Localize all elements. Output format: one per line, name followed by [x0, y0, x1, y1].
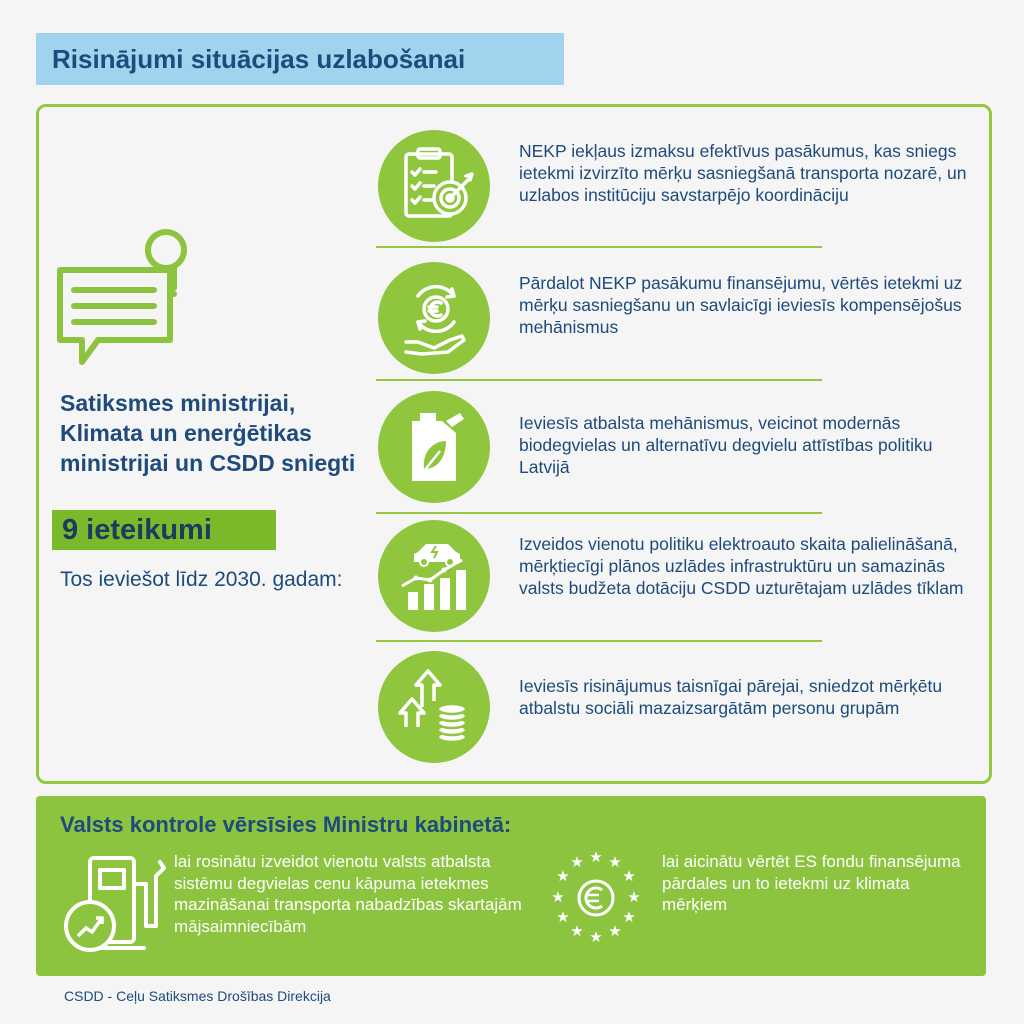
summary-subtext: Tos ieviešot līdz 2030. gadam:: [60, 568, 343, 591]
divider: [376, 379, 822, 381]
recommendation-text-1: NEKP iekļaus izmaksu efektīvus pasākumus, kas sniegs ietekmi izvirzīto mērķu sasniegšanā transporta nozarē, un uzlabos institūciju savstarpējo koordināciju: [519, 141, 967, 205]
svg-text:★: ★: [570, 853, 584, 871]
recommendation-text-2: Pārdalot NEKP pasākumu finansējumu, vērtēs ietekmi uz mērķu sasniegšanu un savlaicīgi ieviesīs kompensējošus mehānismus: [519, 273, 963, 337]
svg-text:★: ★: [608, 922, 622, 940]
svg-text:★: ★: [589, 848, 603, 866]
divider: [376, 640, 822, 642]
title-banner: [36, 33, 564, 85]
recommendation-text-4: Izveidos vienotu politiku elektroauto skaita palielināšanā, mērķtiecīgi plānos uzlādes infrastruktūru un samazinās valsts budžeta dotāciju CSDD uzturētajam uzlādes tīklam: [519, 534, 964, 598]
biofuel-canister-icon: [378, 391, 490, 503]
checklist-target-icon: [378, 130, 490, 242]
svg-text:★: ★: [551, 888, 565, 906]
recommendation-text-5: Ieviesīs risinājumus taisnīgai pārejai, sniedzot mērķētu atbalstu sociāli mazaizsargātām personu grupām: [519, 676, 943, 718]
idea-bubble-icon: [46, 222, 196, 372]
page-title: Risinājumi situācijas uzlabošanai: [52, 43, 466, 74]
fuel-pump-icon: [60, 848, 190, 960]
state-audit-panel: [36, 796, 986, 976]
svg-text:★: ★: [570, 922, 584, 940]
divider: [376, 512, 822, 514]
svg-text:★: ★: [627, 888, 641, 906]
recommendation-text-3: Ieviesīs atbalsta mehānismus, veicinot modernās biodegvielas un alternatīvu degvielu attīstības politiku Latvijā: [519, 413, 933, 477]
summary-heading: Satiksmes ministrijai, Klimata un enerģētikas ministrijai un CSDD sniegti: [60, 390, 356, 476]
svg-text:★: ★: [608, 853, 622, 871]
footer-note: CSDD - Ceļu Satiksmes Drošības Direkcija: [64, 988, 331, 1004]
divider: [376, 246, 822, 248]
ev-growth-chart-icon: [378, 520, 490, 632]
coins-arrows-icon: [378, 651, 490, 763]
svg-text:★: ★: [622, 867, 636, 885]
svg-text:★: ★: [622, 908, 636, 926]
eu-euro-icon: [544, 846, 648, 950]
control-text-2: lai aicinātu vērtēt ES fondu finansējuma pārdales un to ietekmi uz klimata mērķiem: [662, 852, 961, 914]
svg-text:★: ★: [589, 928, 603, 946]
svg-text:★: ★: [556, 908, 570, 926]
control-text-1: lai rosinātu izveidot vienotu valsts atbalsta sistēmu degvielas cenu kāpuma ietekmes mazināšanai transporta nabadzības skartajām mājsaimniecībām: [174, 852, 522, 936]
panel-title: Valsts kontrole vērsīsies Ministru kabinetā:: [60, 812, 512, 837]
euro-hand-icon: [378, 262, 490, 374]
recommendations-count-badge: 9 ieteikumi: [52, 510, 276, 550]
svg-text:★: ★: [556, 867, 570, 885]
